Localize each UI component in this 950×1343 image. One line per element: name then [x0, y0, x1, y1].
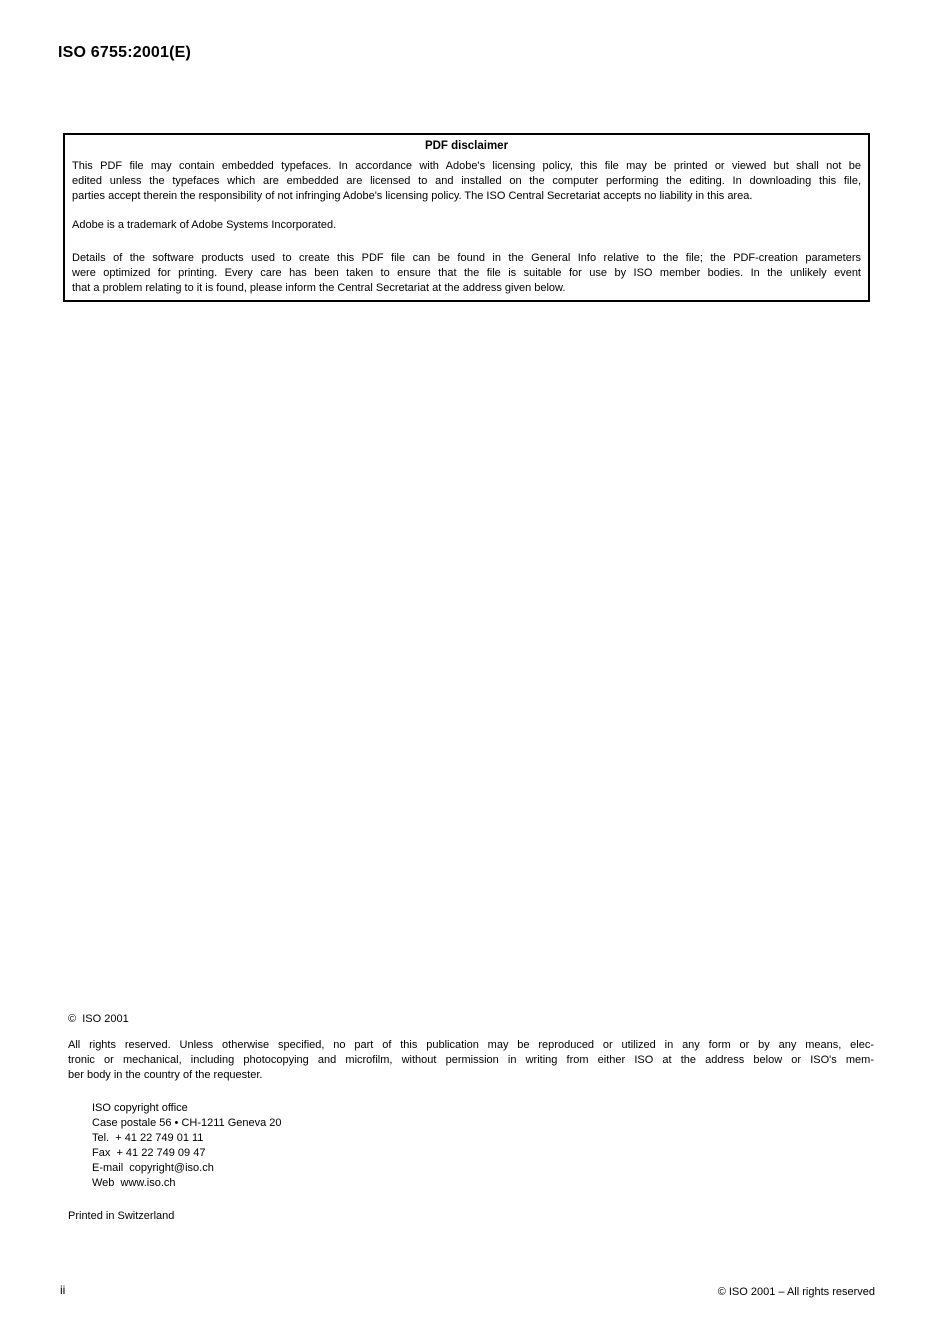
pdf-disclaimer-box: [63, 133, 870, 302]
text-line: parties accept therein the responsibility of not infringing Adobe's licensing policy. The ISO Central Secretariat accepts no liability in this area.: [72, 190, 753, 202]
text-line: tronic or mechanical, including photocopying and microfilm, without permission in writing from either ISO at the address below or ISO's mem-: [68, 1054, 874, 1066]
disclaimer-paragraph-trademark: [72, 218, 861, 233]
text-line: Details of the software products used to create this PDF file can be found in the General Info relative to the file; the PDF-creation parameters: [72, 252, 861, 264]
printed-in-note: Printed in Switzerland: [68, 1210, 175, 1222]
text-line: Fax + 41 22 749 09 47: [92, 1147, 206, 1159]
text-line: were optimized for printing. Every care has been taken to ensure that the file is suitable for use by ISO member bodies. In the unlikely event: [72, 267, 861, 279]
text-line: Adobe is a trademark of Adobe Systems Incorporated.: [72, 219, 337, 231]
disclaimer-title: PDF disclaimer: [424, 140, 509, 152]
iso-copyright-office-address: [92, 1101, 282, 1191]
text-line: Tel. + 41 22 749 01 11: [92, 1132, 204, 1144]
disclaimer-paragraph-typefaces: [72, 159, 861, 204]
text-line: E-mail copyright@iso.ch: [92, 1162, 214, 1174]
copyright-notice: © ISO 2001: [68, 1013, 129, 1025]
text-line: edited unless the typefaces which are embedded are licensed to and installed on the computer performing the editing. In downloading this file,: [72, 175, 861, 187]
disclaimer-paragraph-software: [72, 251, 861, 296]
text-line: ISO copyright office: [92, 1102, 188, 1114]
footer-copyright: © ISO 2001 – All rights reserved: [717, 1286, 875, 1298]
text-line: This PDF file may contain embedded typefaces. In accordance with Adobe's licensing policy, this file may be printed or viewed but shall not be: [72, 160, 861, 172]
text-line: ber body in the country of the requester.: [68, 1069, 263, 1081]
all-rights-reserved-paragraph: [68, 1038, 874, 1083]
document-reference: ISO 6755:2001(E): [58, 44, 192, 61]
text-line: that a problem relating to it is found, please inform the Central Secretariat at the address given below.: [72, 282, 566, 294]
text-line: Case postale 56 • CH-1211 Geneva 20: [92, 1117, 282, 1129]
text-line: All rights reserved. Unless otherwise specified, no part of this publication may be reproduced or utilized in any form or by any means, elec-: [68, 1039, 874, 1051]
text-line: Web www.iso.ch: [92, 1177, 176, 1189]
page-number: ii: [60, 1283, 66, 1297]
